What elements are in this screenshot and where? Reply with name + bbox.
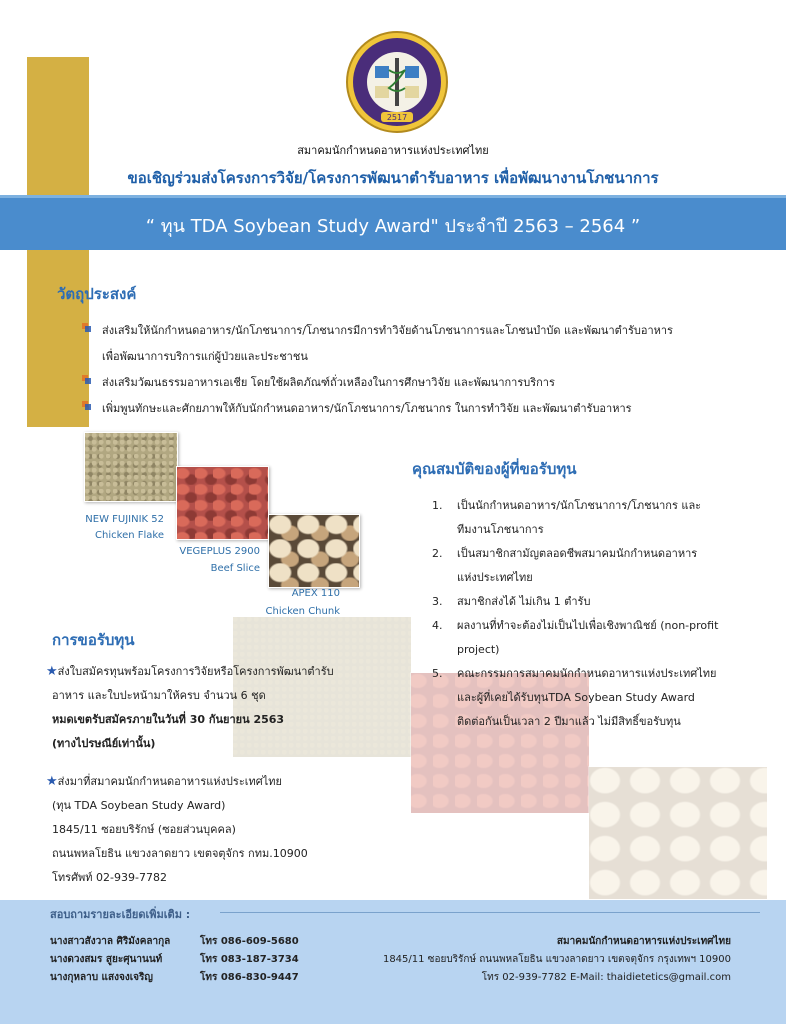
org-name-top: สมาคมนักกำหนดอาหารแห่งประเทศไทย xyxy=(297,144,489,157)
faded-photo-chunk xyxy=(588,766,768,900)
qualifications-list xyxy=(432,494,752,734)
product-name: VEGEPLUS 2900 xyxy=(179,546,260,557)
deadline-text: หมดเขตรับสมัครภายในวันที่ 30 กันยายน 2563 xyxy=(52,713,285,726)
product-photo-fujinik xyxy=(84,432,178,502)
banner-title: “ ทุน TDA Soybean Study Award" ประจำปี 2563 – 2564 ” xyxy=(145,216,641,237)
apply-paragraph-2: ★ส่งมาที่สมาคมนักกำหนดอาหารแห่งประเทศไทย (ทุน TDA Soybean Study Award) 1845/11 ซอยบริรักษ์ (ซอยส่วนบุคคล) ถนนพหลโยธิน แขวงลาดยาว เขตจตุจักร กทม.10900 โทรศัพท์ 02-939-7782 xyxy=(46,774,308,884)
qualification-item: 3. สมาชิกส่งได้ ไม่เกิน 1 ตำรับ xyxy=(432,595,591,608)
association-logo xyxy=(345,30,449,134)
bullet-icon xyxy=(82,375,91,384)
star-icon: ★ xyxy=(46,664,58,679)
footer-contact-line: โทร 02-939-7782 E-Mail: thaidietetics@gmail.com xyxy=(481,972,731,983)
footer-contact: นางดวงสมร สูยะศุนานนท์ โทร 083-187-3734 xyxy=(50,954,299,965)
qualification-item: 5. คณะกรรมการสมาคมนักกำหนดอาหารแห่งประเทศไทย และผู้ที่เคยได้รับทุนTDA Soybean Study Award ติดต่อกันเป็นเวลา 2 ปีมาแล้ว ไม่มีสิทธิ์ขอรับทุน xyxy=(432,667,717,728)
invitation-line: ขอเชิญร่วมส่งโครงการวิจัย/โครงการพัฒนาตำรับอาหาร เพื่อพัฒนางานโภชนาการ xyxy=(127,169,659,187)
objective-item: เพิ่มพูนทักษะและศักยภาพให้กับนักกำหนดอาหาร/นักโภชนาการ/โภชนากร ในการทำวิจัย และพัฒนาตำรับอาหาร xyxy=(102,399,782,417)
apply-paragraph-1: ★ส่งใบสมัครทุนพร้อมโครงการวิจัยหรือโครงการพัฒนาตำรับ อาหาร และใบปะหน้ามาให้ครบ จำนวน 6 ชุด หมดเขตรับสมัครภายในวันที่ 30 กันยายน 2563 (ทางไปรษณีย์เท่านั้น) xyxy=(46,660,386,756)
product-name: APEX 110 xyxy=(291,588,340,599)
apply-heading: การขอรับทุน xyxy=(52,631,135,649)
product-type: Chicken Flake xyxy=(95,530,164,541)
qualification-item: 4. ผลงานที่ทำจะต้องไม่เป็นไปเพื่อเชิงพาณิชย์ (non-profit project) xyxy=(432,619,719,656)
footer-address: 1845/11 ซอยบริรักษ์ ถนนพหลโยธิน แขวงลาดยาว เขตจตุจักร กรุงเทพฯ 10900 xyxy=(382,954,731,965)
objective-item: ส่งเสริมให้นักกำหนดอาหาร/นักโภชนาการ/โภชนากรมีการทำวิจัยด้านโภชนาการและโภชนบำบัด และพัฒนาตำรับอาหาร xyxy=(102,321,782,339)
logo-year: 2517 xyxy=(386,113,408,122)
qualification-item: 1. เป็นนักกำหนดอาหาร/นักโภชนาการ/โภชนากร และ ทีมงานโภชนาการ xyxy=(432,499,702,536)
product-type: Chicken Chunk xyxy=(265,606,340,617)
footer-contact: นางกุหลาบ แสงจงเจริญ โทร 086-830-9447 xyxy=(50,972,299,983)
product-photo-apex xyxy=(268,514,360,588)
footer-org: สมาคมนักกำหนดอาหารแห่งประเทศไทย xyxy=(556,936,731,947)
objectives-heading: วัตถุประสงค์ xyxy=(57,285,137,303)
objective-item-continued: เพื่อพัฒนาการบริการแก่ผู้ป่วยและประชาชน xyxy=(102,350,308,363)
bullet-icon xyxy=(82,401,91,410)
footer-heading: สอบถามรายละเอียดเพิ่มเติม : xyxy=(50,908,191,921)
product-type: Beef Slice xyxy=(210,563,260,574)
objective-item: ส่งเสริมวัฒนธรรมอาหารเอเชีย โดยใช้ผลิตภัณฑ์ถั่วเหลืองในการศึกษาวิจัย และพัฒนาการบริการ xyxy=(102,373,782,391)
bullet-icon xyxy=(82,323,91,332)
qualification-item: 2. เป็นสมาชิกสามัญตลอดชีพสมาคมนักกำหนดอาหาร แห่งประเทศไทย xyxy=(432,547,698,584)
product-name: NEW FUJINIK 52 xyxy=(85,514,164,525)
star-icon: ★ xyxy=(46,774,58,789)
footer-contact: นางสาวสังวาล ศิริมังคลากุล โทร 086-609-5680 xyxy=(50,936,299,947)
qualifications-heading: คุณสมบัติของผู้ที่ขอรับทุน xyxy=(412,460,577,478)
product-photo-vegeplus xyxy=(176,466,269,540)
footer-divider xyxy=(220,912,760,913)
